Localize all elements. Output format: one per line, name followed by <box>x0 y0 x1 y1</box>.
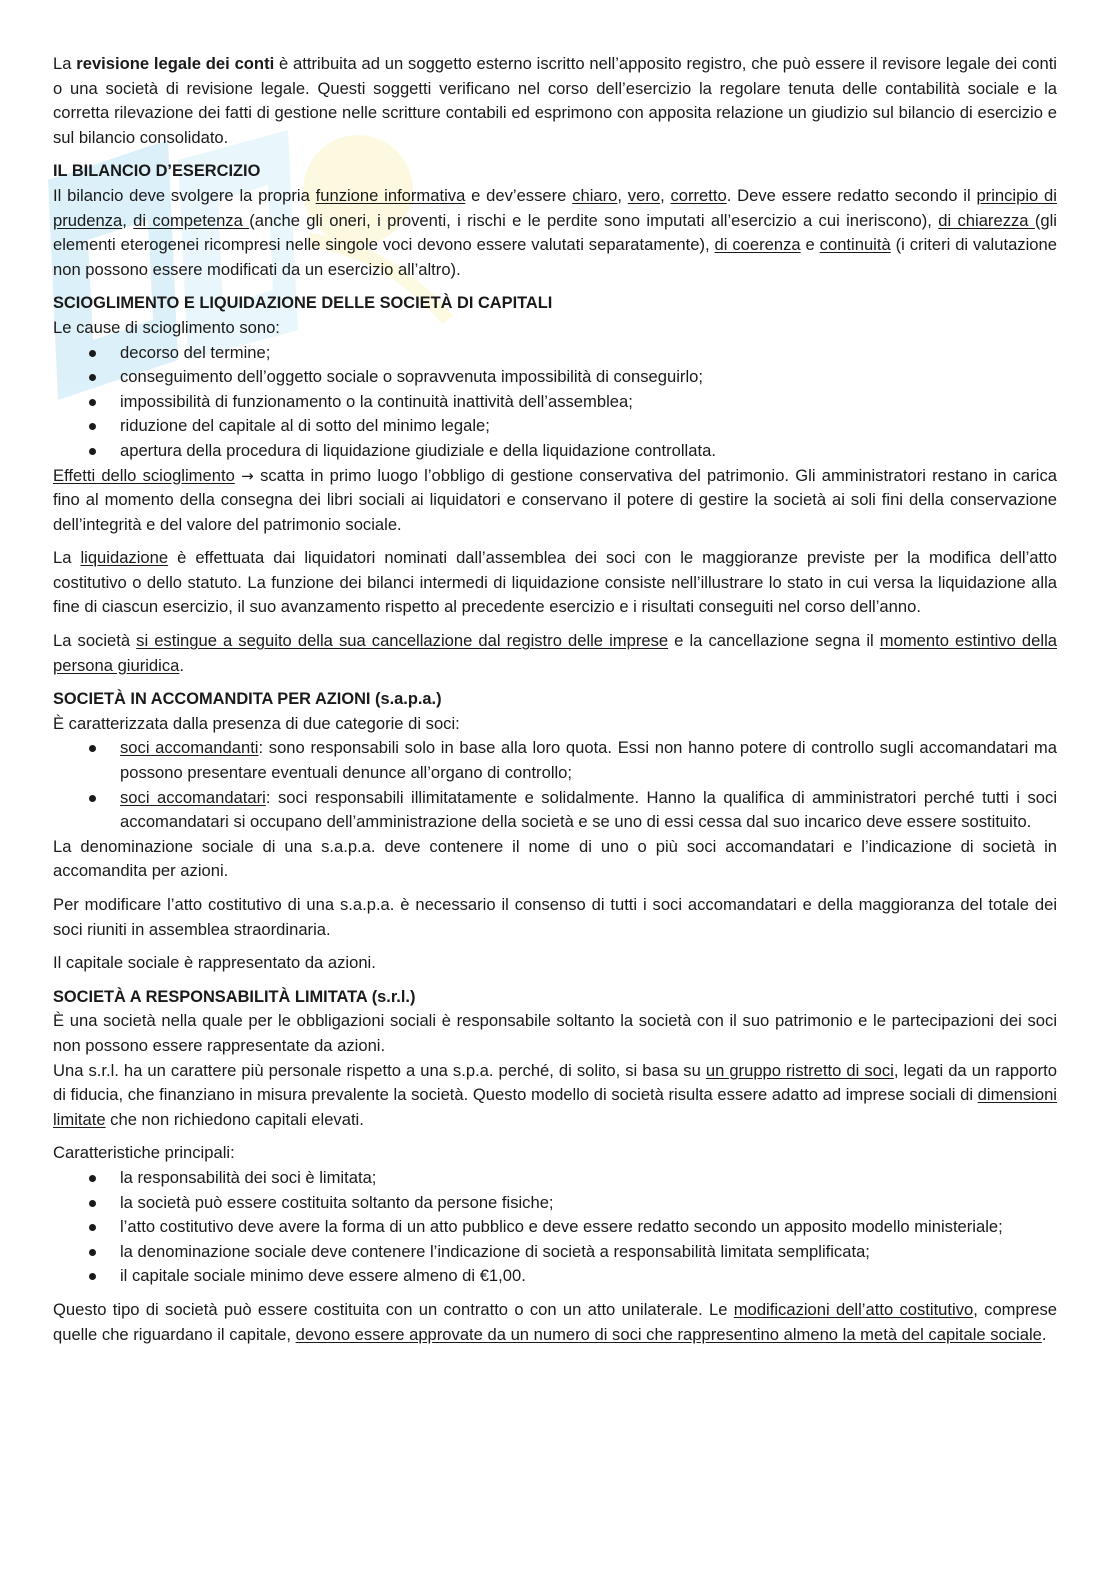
paragraph-effetti: Effetti dello scioglimento → scatta in primo luogo l’obbligo di gestione conservativa del patrimonio. Gli amministratori restano in carica fino al momento della consegna dei libri sociali ai liquidatori e conservano il potere di gestire la società ai soli fini della conservazione dell’integrità e del valore del patrimonio sociale. <box>53 465 1058 534</box>
paragraph-revisione: La revisione legale dei conti è attribuita ad un soggetto esterno iscritto nell’apposito registro, che può essere il revisore legale dei conti o una società di revisione legale. Questi soggetti verificano nel corso dell’esercizio la regolare tenuta delle contabilità sociale e la corretta rilevazione dei fatti di gestione nelle scritture contabili ed esprimono con apposita relazione un giudizio sul bilancio di esercizio e sul bilancio consolidato. <box>53 54 1057 147</box>
underline-accomandatari: soci accomandatari <box>120 787 266 807</box>
paragraph-srl-costituzione: Questo tipo di società può essere costituita con un contratto o con un atto unilaterale. Le modificazioni dell’atto costitutivo, comprese quelle che riguardano il capitale, devono essere approvate da un numero di soci che rappresentino almeno la metà del capitale sociale. <box>53 1299 1057 1344</box>
list-item: decorso del termine; <box>120 341 1057 366</box>
scioglimento-intro: Le cause di scioglimento sono: <box>53 317 280 337</box>
paragraph-sapa-capitale: Il capitale sociale è rappresentato da azioni. <box>53 953 376 973</box>
underline-modificazioni: modificazioni dell’atto costitutivo <box>733 1299 974 1319</box>
paragraph-bilancio: Il bilancio deve svolgere la propria funzione informativa e dev’essere chiaro, vero, corretto. Deve essere redatto secondo il principio di prudenza, di competenza (anche gli oneri, i proventi, i rischi e le perdite sono imputati all’esercizio a cui ineriscono), di chiarezza (gli elementi eterogenei ricompresi nelle singole voci devono essere valutati separatamente), di coerenza e continuità (i criteri di valutazione non possono essere modificati da un esercizio all’altro). <box>53 185 1057 279</box>
srl-caratteristiche-intro: Caratteristiche principali: <box>53 1143 235 1163</box>
underline-effetti: Effetti dello scioglimento <box>53 465 235 485</box>
underline-vero: vero <box>627 185 661 205</box>
list-item: il capitale sociale minimo deve essere almeno di €1,00. <box>120 1264 1057 1289</box>
underline-estingue: si estingue a seguito della sua cancellazione dal registro delle imprese <box>136 631 669 651</box>
list-item: la responsabilità dei soci è limitata; <box>120 1166 1057 1191</box>
underline-dimensioni-limitate: dimensioni limitate <box>53 1085 1057 1129</box>
underline-accomandanti: soci accomandanti <box>120 738 259 758</box>
heading-bilancio: IL BILANCIO D’ESERCIZIO <box>53 162 261 181</box>
underline-liquidazione: liquidazione <box>80 548 169 568</box>
list-item: soci accomandanti: sono responsabili solo in base alla loro quota. Essi non hanno potere di controllo sugli accomandatari ma possono presentare eventuali denunce all’organo di controllo; <box>120 736 1057 785</box>
paragraph-liquidazione: La liquidazione è effettuata dai liquidatori nominati dall’assemblea dei soci con le maggioranze previste per la modifica dell’atto costitutivo o dello statuto. La funzione dei bilanci intermedi di liquidazione consiste nell’illustrare lo stato in cui versa la liquidazione alla fine di ciascun esercizio, il suo avanzamento rispetto al precedente esercizio e i risultati conseguiti nel corso dell’anno. <box>53 548 1057 617</box>
paragraph-sapa-denominazione: La denominazione sociale di una s.a.p.a. deve contenere il nome di uno o più soci accomandatari e l’indicazione di società in accomandita per azioni. <box>53 836 1057 881</box>
underline-continuita: continuità <box>819 235 891 255</box>
heading-srl: SOCIETÀ A RESPONSABILITÀ LIMITATA (s.r.l.) <box>53 987 416 1006</box>
list-item: riduzione del capitale al di sotto del minimo legale; <box>120 414 1057 439</box>
list-item: la società può essere costituita soltanto da persone fisiche; <box>120 1191 1057 1216</box>
sapa-soci-list <box>53 736 1057 834</box>
list-item: la denominazione sociale deve contenere l’indicazione di società a responsabilità limitata semplificata; <box>120 1240 1057 1265</box>
underline-chiarezza: di chiarezza <box>938 210 1035 230</box>
underline-competenza: di competenza <box>133 210 250 230</box>
list-item: soci accomandatari: soci responsabili illimitatamente e solidalmente. Hanno la qualifica di amministratori perché tutti i soci accomandatari si occupano dell’amministrazione della società e se uno di essi cessa dal suo incarico deve essere sostituito. <box>120 786 1057 835</box>
underline-funzione-informativa: funzione informativa <box>315 185 466 205</box>
paragraph-estinzione: La società si estingue a seguito della sua cancellazione dal registro delle imprese e la cancellazione segna il momento estintivo della persona giuridica. <box>53 631 1057 675</box>
scioglimento-causes-list <box>53 341 1057 464</box>
underline-chiaro: chiaro <box>572 185 618 205</box>
underline-momento-estintivo: momento estintivo della persona giuridica <box>53 631 1057 675</box>
underline-corretto: corretto <box>670 185 727 205</box>
underline-gruppo-ristretto: un gruppo ristretto di soci <box>705 1060 894 1080</box>
paragraph-srl-carattere: Una s.r.l. ha un carattere più personale rispetto a una s.p.a. perché, di solito, si basa su un gruppo ristretto di soci, legati da un rapporto di fiducia, che finanziano in misura prevalente la società. Questo modello di società risulta essere adatto ad imprese sociali di dimensioni limitate che non richiedono capitali elevati. <box>53 1060 1057 1129</box>
paragraph-sapa-modifica: Per modificare l’atto costitutivo di una s.a.p.a. è necessario il consenso di tutti i soci accomandatari e della maggioranza del totale dei soci riuniti in assemblea straordinaria. <box>53 895 1057 939</box>
list-item: l’atto costitutivo deve avere la forma di un atto pubblico e deve essere redatto secondo un apposito modello ministeriale; <box>120 1215 1057 1240</box>
list-item: apertura della procedura di liquidazione giudiziale e della liquidazione controllata. <box>120 439 1057 464</box>
srl-caratteristiche-list <box>53 1166 1057 1289</box>
heading-sapa: SOCIETÀ IN ACCOMANDITA PER AZIONI (s.a.p.a.) <box>53 690 442 709</box>
list-item: conseguimento dell’oggetto sociale o sopravvenuta impossibilità di conseguirlo; <box>120 365 1057 390</box>
underline-coerenza: di coerenza <box>714 235 801 255</box>
list-item: impossibilità di funzionamento o la continuità inattività dell’assemblea; <box>120 390 1057 415</box>
underline-approvazione: devono essere approvate da un numero di soci che rappresentino almeno la metà del capitale sociale <box>295 1324 1042 1344</box>
sapa-intro: È caratterizzata dalla presenza di due categorie di soci: <box>53 713 460 733</box>
underline-prudenza: principio di prudenza <box>53 185 1057 230</box>
document-page <box>53 52 1057 1347</box>
arrow-right-icon: → <box>234 466 261 485</box>
paragraph-srl-definizione: È una società nella quale per le obbligazioni sociali è responsabile soltanto la società con il suo patrimonio e le partecipazioni dei soci non possono essere rappresentate da azioni. <box>53 1011 1057 1055</box>
bold-revisione: revisione legale dei conti <box>76 54 275 73</box>
heading-scioglimento: SCIOGLIMENTO E LIQUIDAZIONE DELLE SOCIETÀ DI CAPITALI <box>53 294 553 313</box>
